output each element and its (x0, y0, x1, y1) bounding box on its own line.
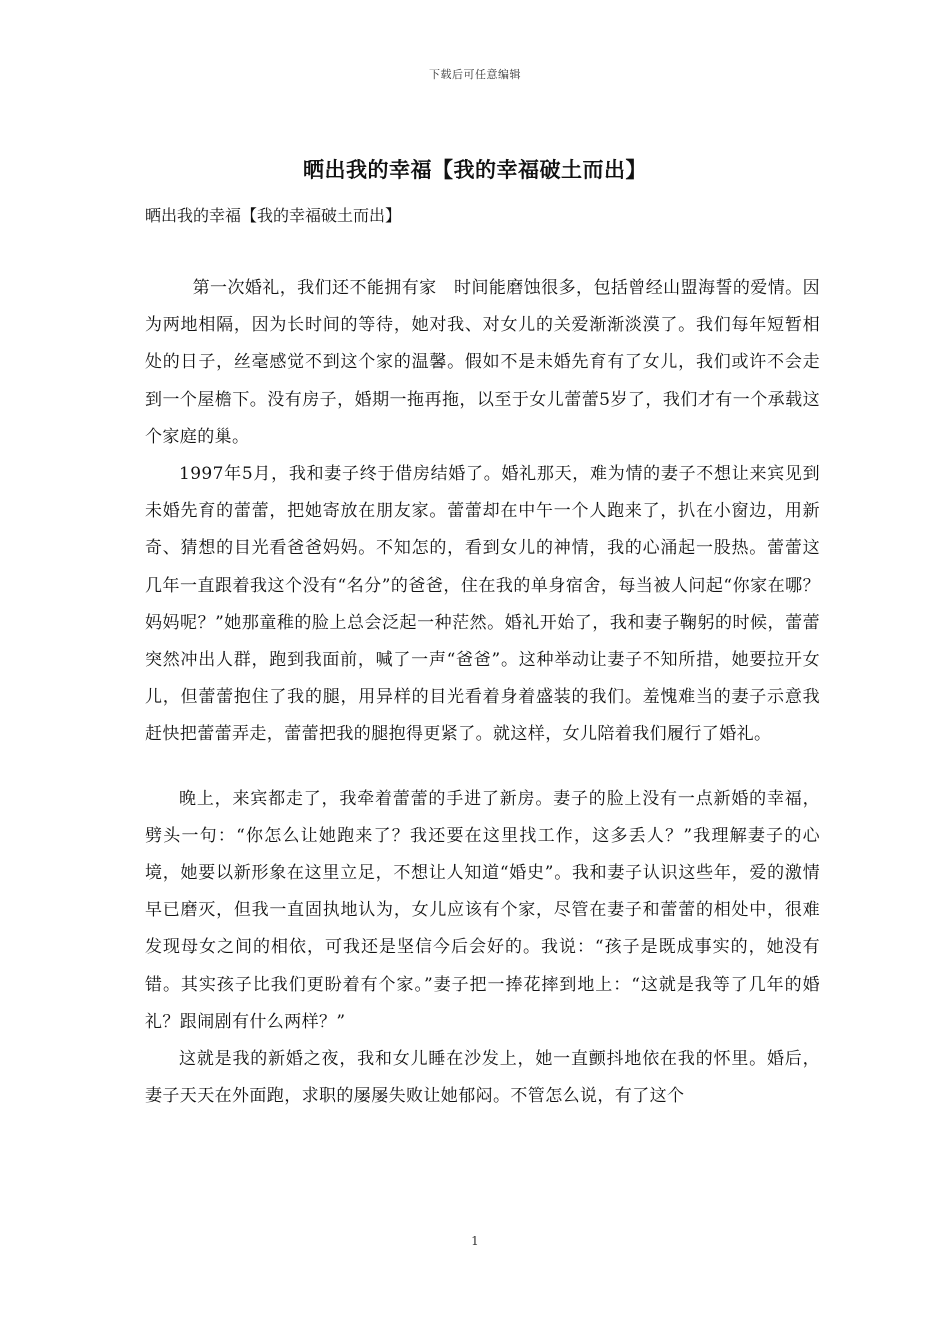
paragraph: 这就是我的新婚之夜，我和女儿睡在沙发上，她一直颤抖地依在我的怀里。婚后，妻子天天在外面跑，求职的屡屡失败让她郁闷。不管怎么说，有了这个 (145, 1049, 820, 1107)
page-number: 1 (471, 1234, 479, 1248)
page-header-note: 下载后可任意编辑 (429, 68, 521, 81)
document-subtitle: 晒出我的幸福【我的幸福破土而出】 (145, 206, 402, 225)
paragraph: 第一次婚礼，我们还不能拥有家 时间能磨蚀很多，包括曾经山盟海誓的爱情。因为两地相隔，因为长时间的等待，她对我、对女儿的关爱渐渐淡漠了。我们每年短暂相处的日子，丝毫感觉不到这个家的温馨。假如不是未婚先育有了女儿，我们或许不会走到一个屋檐下。没有房子，婚期一拖再拖，以至于女儿蕾蕾5岁了，我们才有一个承载这个家庭的巢。 (145, 278, 820, 447)
document-title: 晒出我的幸福【我的幸福破土而出】 (303, 157, 647, 182)
document-body (145, 270, 820, 1115)
paragraph: 晚上，来宾都走了，我牵着蕾蕾的手进了新房。妻子的脸上没有一点新婚的幸福，劈头一句：“你怎么让她跑来了？我还要在这里找工作，这多丢人？”我理解妻子的心境，她要以新形象在这里立足，不想让人知道“婚史”。我和妻子认识这些年，爱的激情早已磨灭，但我一直固执地认为，女儿应该有个家，尽管在妻子和蕾蕾的相处中，很难发现母女之间的相依，可我还是坚信今后会好的。我说：“孩子是既成事实的，她没有错。其实孩子比我们更盼着有个家。”妻子把一捧花摔到地上：“这就是我等了几年的婚礼？跟闹剧有什么两样？” (145, 788, 820, 1032)
paragraph: 1997年5月，我和妻子终于借房结婚了。婚礼那天，难为情的妻子不想让来宾见到未婚先育的蕾蕾，把她寄放在朋友家。蕾蕾却在中午一个人跑来了，扒在小窗边，用新奇、猜想的目光看爸爸妈妈。不知怎的，看到女儿的神情，我的心涌起一股热。蕾蕾这几年一直跟着我这个没有“名分”的爸爸，住在我的单身宿舍，每当被人问起“你家在哪？妈妈呢？”她那童稚的脸上总会泛起一种茫然。婚礼开始了，我和妻子鞠躬的时候，蕾蕾突然冲出人群，跑到我面前，喊了一声“爸爸”。这种举动让妻子不知所措，她要拉开女儿，但蕾蕾抱住了我的腿，用异样的目光看着身着盛装的我们。羞愧难当的妻子示意我赶快把蕾蕾弄走，蕾蕾把我的腿抱得更紧了。就这样，女儿陪着我们履行了婚礼。 (145, 464, 820, 745)
